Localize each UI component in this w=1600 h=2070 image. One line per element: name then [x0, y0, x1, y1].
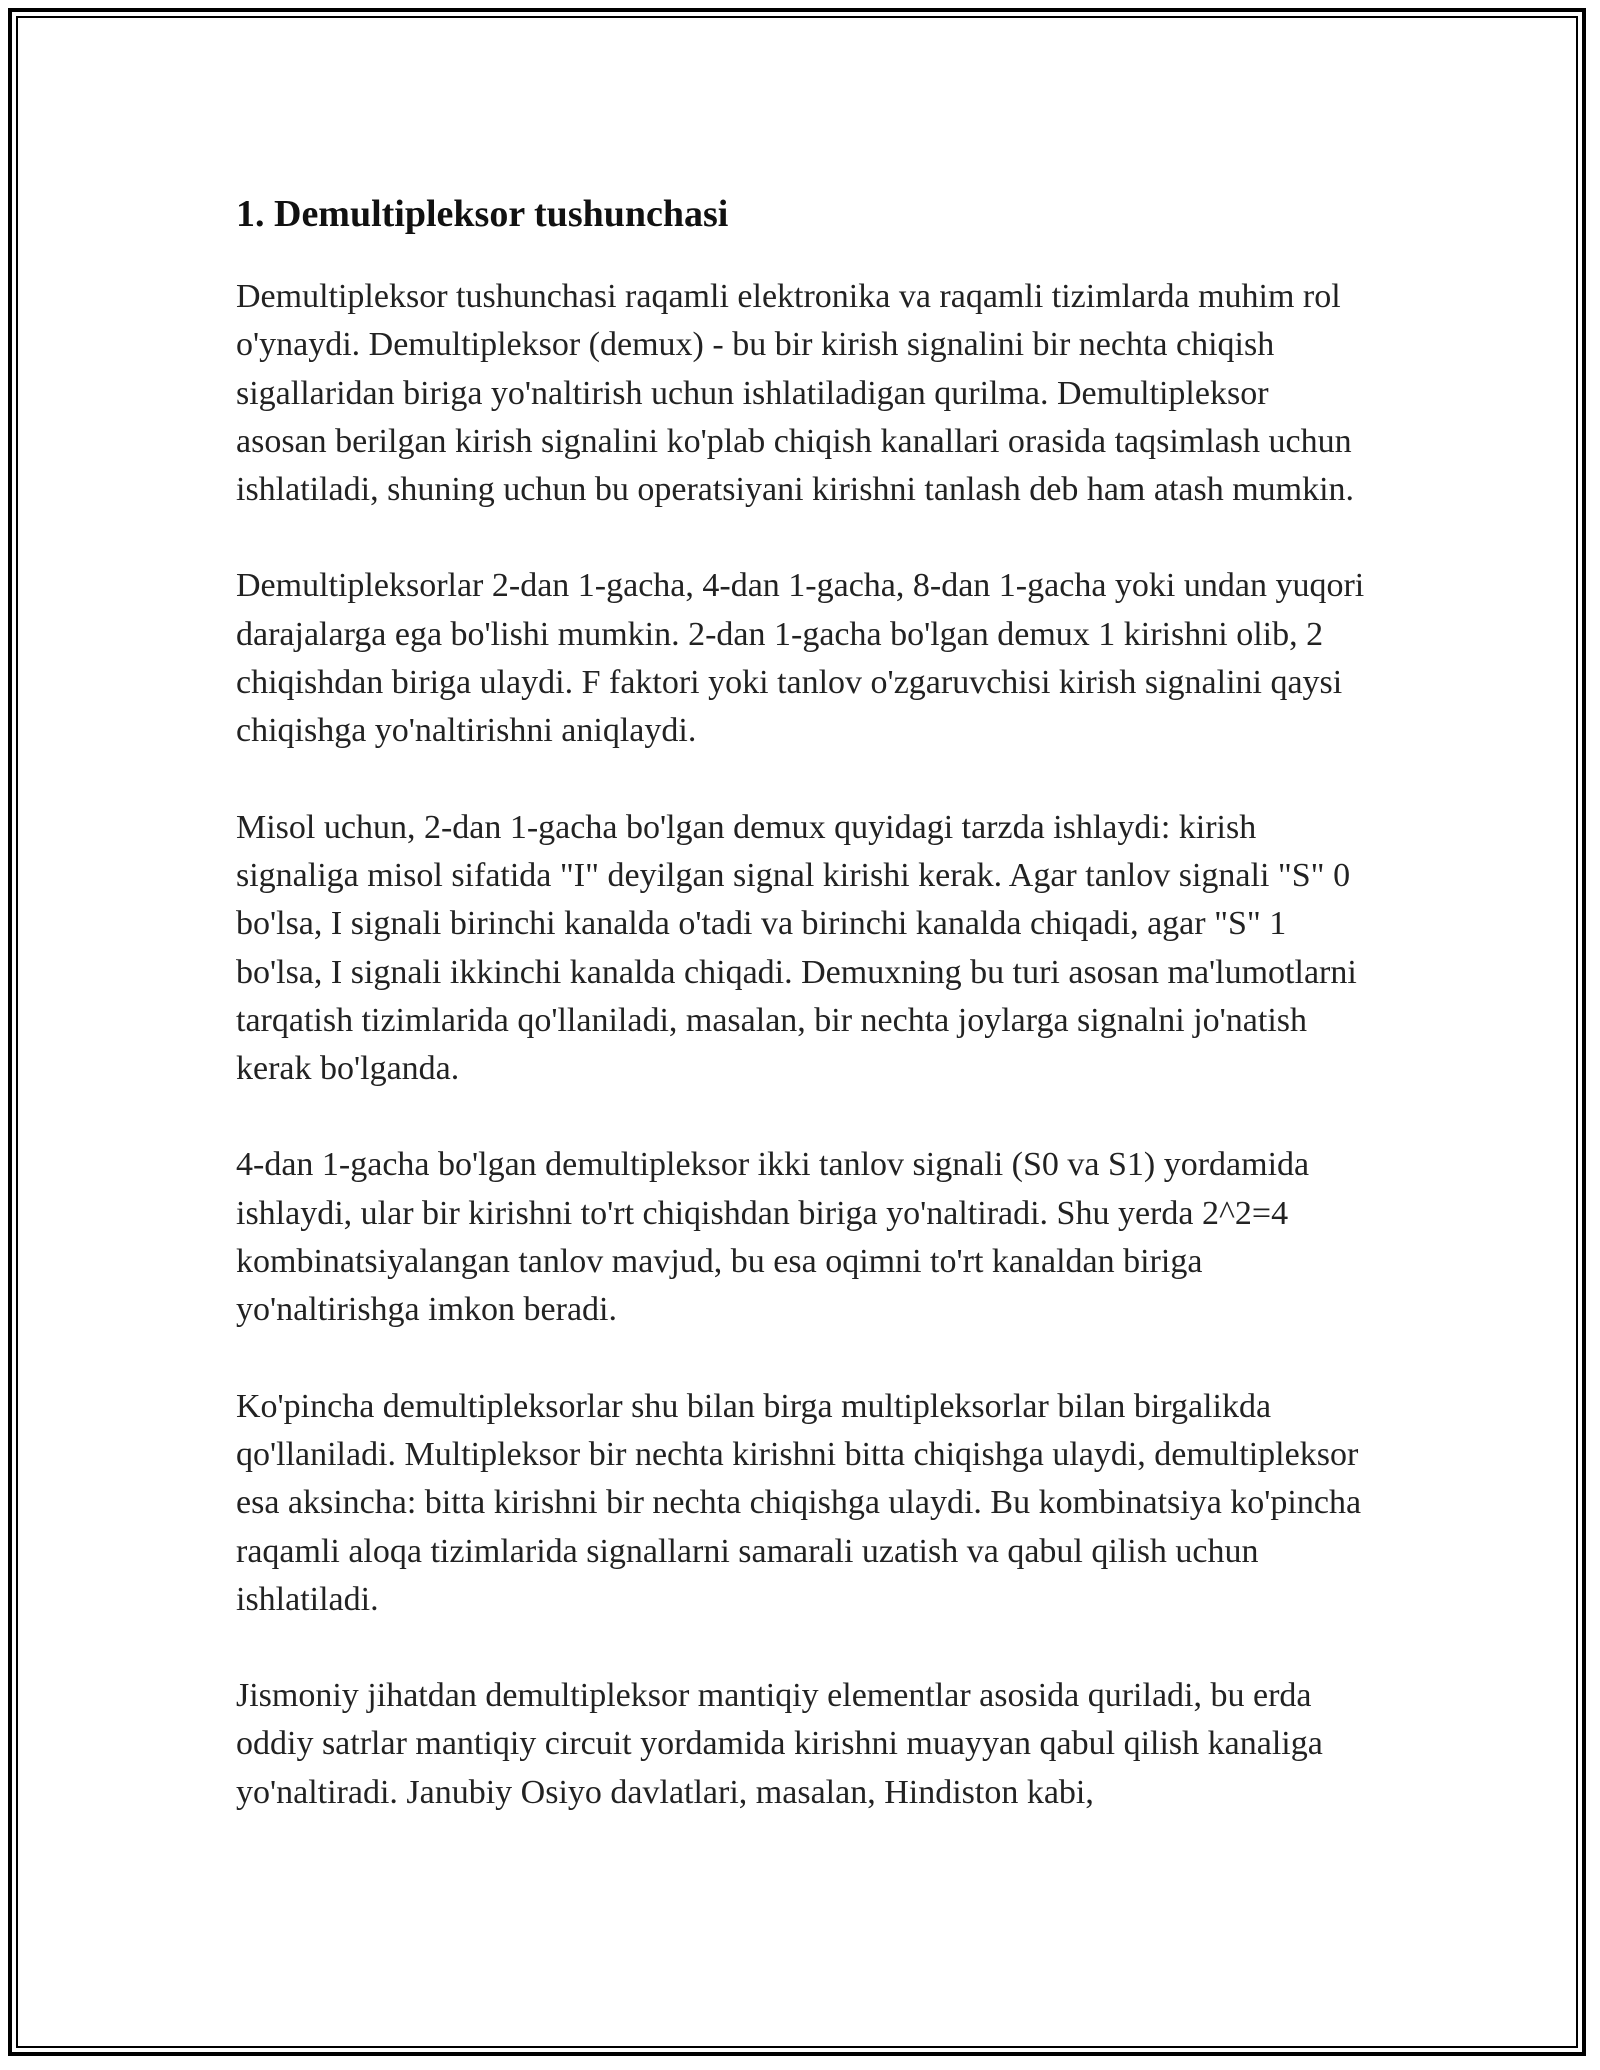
section-heading: 1. Demultipleksor tushunchasi — [236, 193, 729, 235]
paragraph-2: Demultipleksorlar 2-dan 1-gacha, 4-dan 1-gacha, 8-dan 1-gacha yoki undan yuqori darajalarga ega bo'lishi mumkin. 2-dan 1-gacha bo'lgan demux 1 kirishni olib, 2 chiqishdan biriga ulaydi. F faktori yoki tanlov o'zgaruvchisi kirish signalini qaysi chiqishga yo'naltirishni aniqlaydi. — [236, 567, 1365, 750]
paragraph-1: Demultipleksor tushunchasi raqamli elektronika va raqamli tizimlarda muhim rol o'ynaydi. Demultipleksor (demux) - bu bir kirish signalini bir nechta chiqish sigallaridan biriga yo'naltirish uchun ishlatiladigan qurilma. Demultipleksor asosan berilgan kirish signalini ko'plab chiqish kanallari orasida taqsimlash uchun ishlatiladi, shuning uchun bu operatsiyani kirishni tanlash deb ham atash mumkin. — [236, 278, 1355, 509]
paragraph-3: Misol uchun, 2-dan 1-gacha bo'lgan demux quyidagi tarzda ishlaydi: kirish signaliga misol sifatida "I" deyilgan signal kirishi kerak. Agar tanlov signali "S" 0 bo'lsa, I signali birinchi kanalda o'tadi va birinchi kanalda chiqadi, agar "S" 1 bo'lsa, I signali ikkinchi kanalda chiqadi. Demuxning bu turi asosan ma'lumotlarni tarqatish tizimlarida qo'llaniladi, masalan, bir nechta joylarga signalni jo'natish kerak bo'lganda. — [236, 808, 1357, 1088]
paragraph-5: Ko'pincha demultipleksorlar shu bilan birga multipleksorlar bilan birgalikda qo'llaniladi. Multipleksor bir nechta kirishni bitta chiqishga ulaydi, demultipleksor esa aksincha: bitta kirishni bir nechta chiqishga ulaydi. Bu kombinatsiya ko'pincha raqamli aloqa tizimlarida signallarni samarali uzatish va qabul qilish uchun ishlatiladi. — [236, 1387, 1362, 1618]
paragraph-4: 4-dan 1-gacha bo'lgan demultipleksor ikki tanlov signali (S0 va S1) yordamida ishlaydi, ular bir kirishni to'rt chiqishdan biriga yo'naltiradi. Shu yerda 2^2=4 kombinatsiyalangan tanlov mavjud, bu esa oqimni to'rt kanaldan biriga yo'naltirishga imkon beradi. — [236, 1146, 1310, 1329]
document-body — [236, 183, 1366, 1865]
paragraph-6: Jismoniy jihatdan demultipleksor mantiqiy elementlar asosida quriladi, bu erda oddiy satrlar mantiqiy circuit yordamida kirishni muayyan qabul qilish kanaliga yo'naltiradi. Janubiy Osiyo davlatlari, masalan, Hindiston kabi, — [236, 1677, 1323, 1811]
